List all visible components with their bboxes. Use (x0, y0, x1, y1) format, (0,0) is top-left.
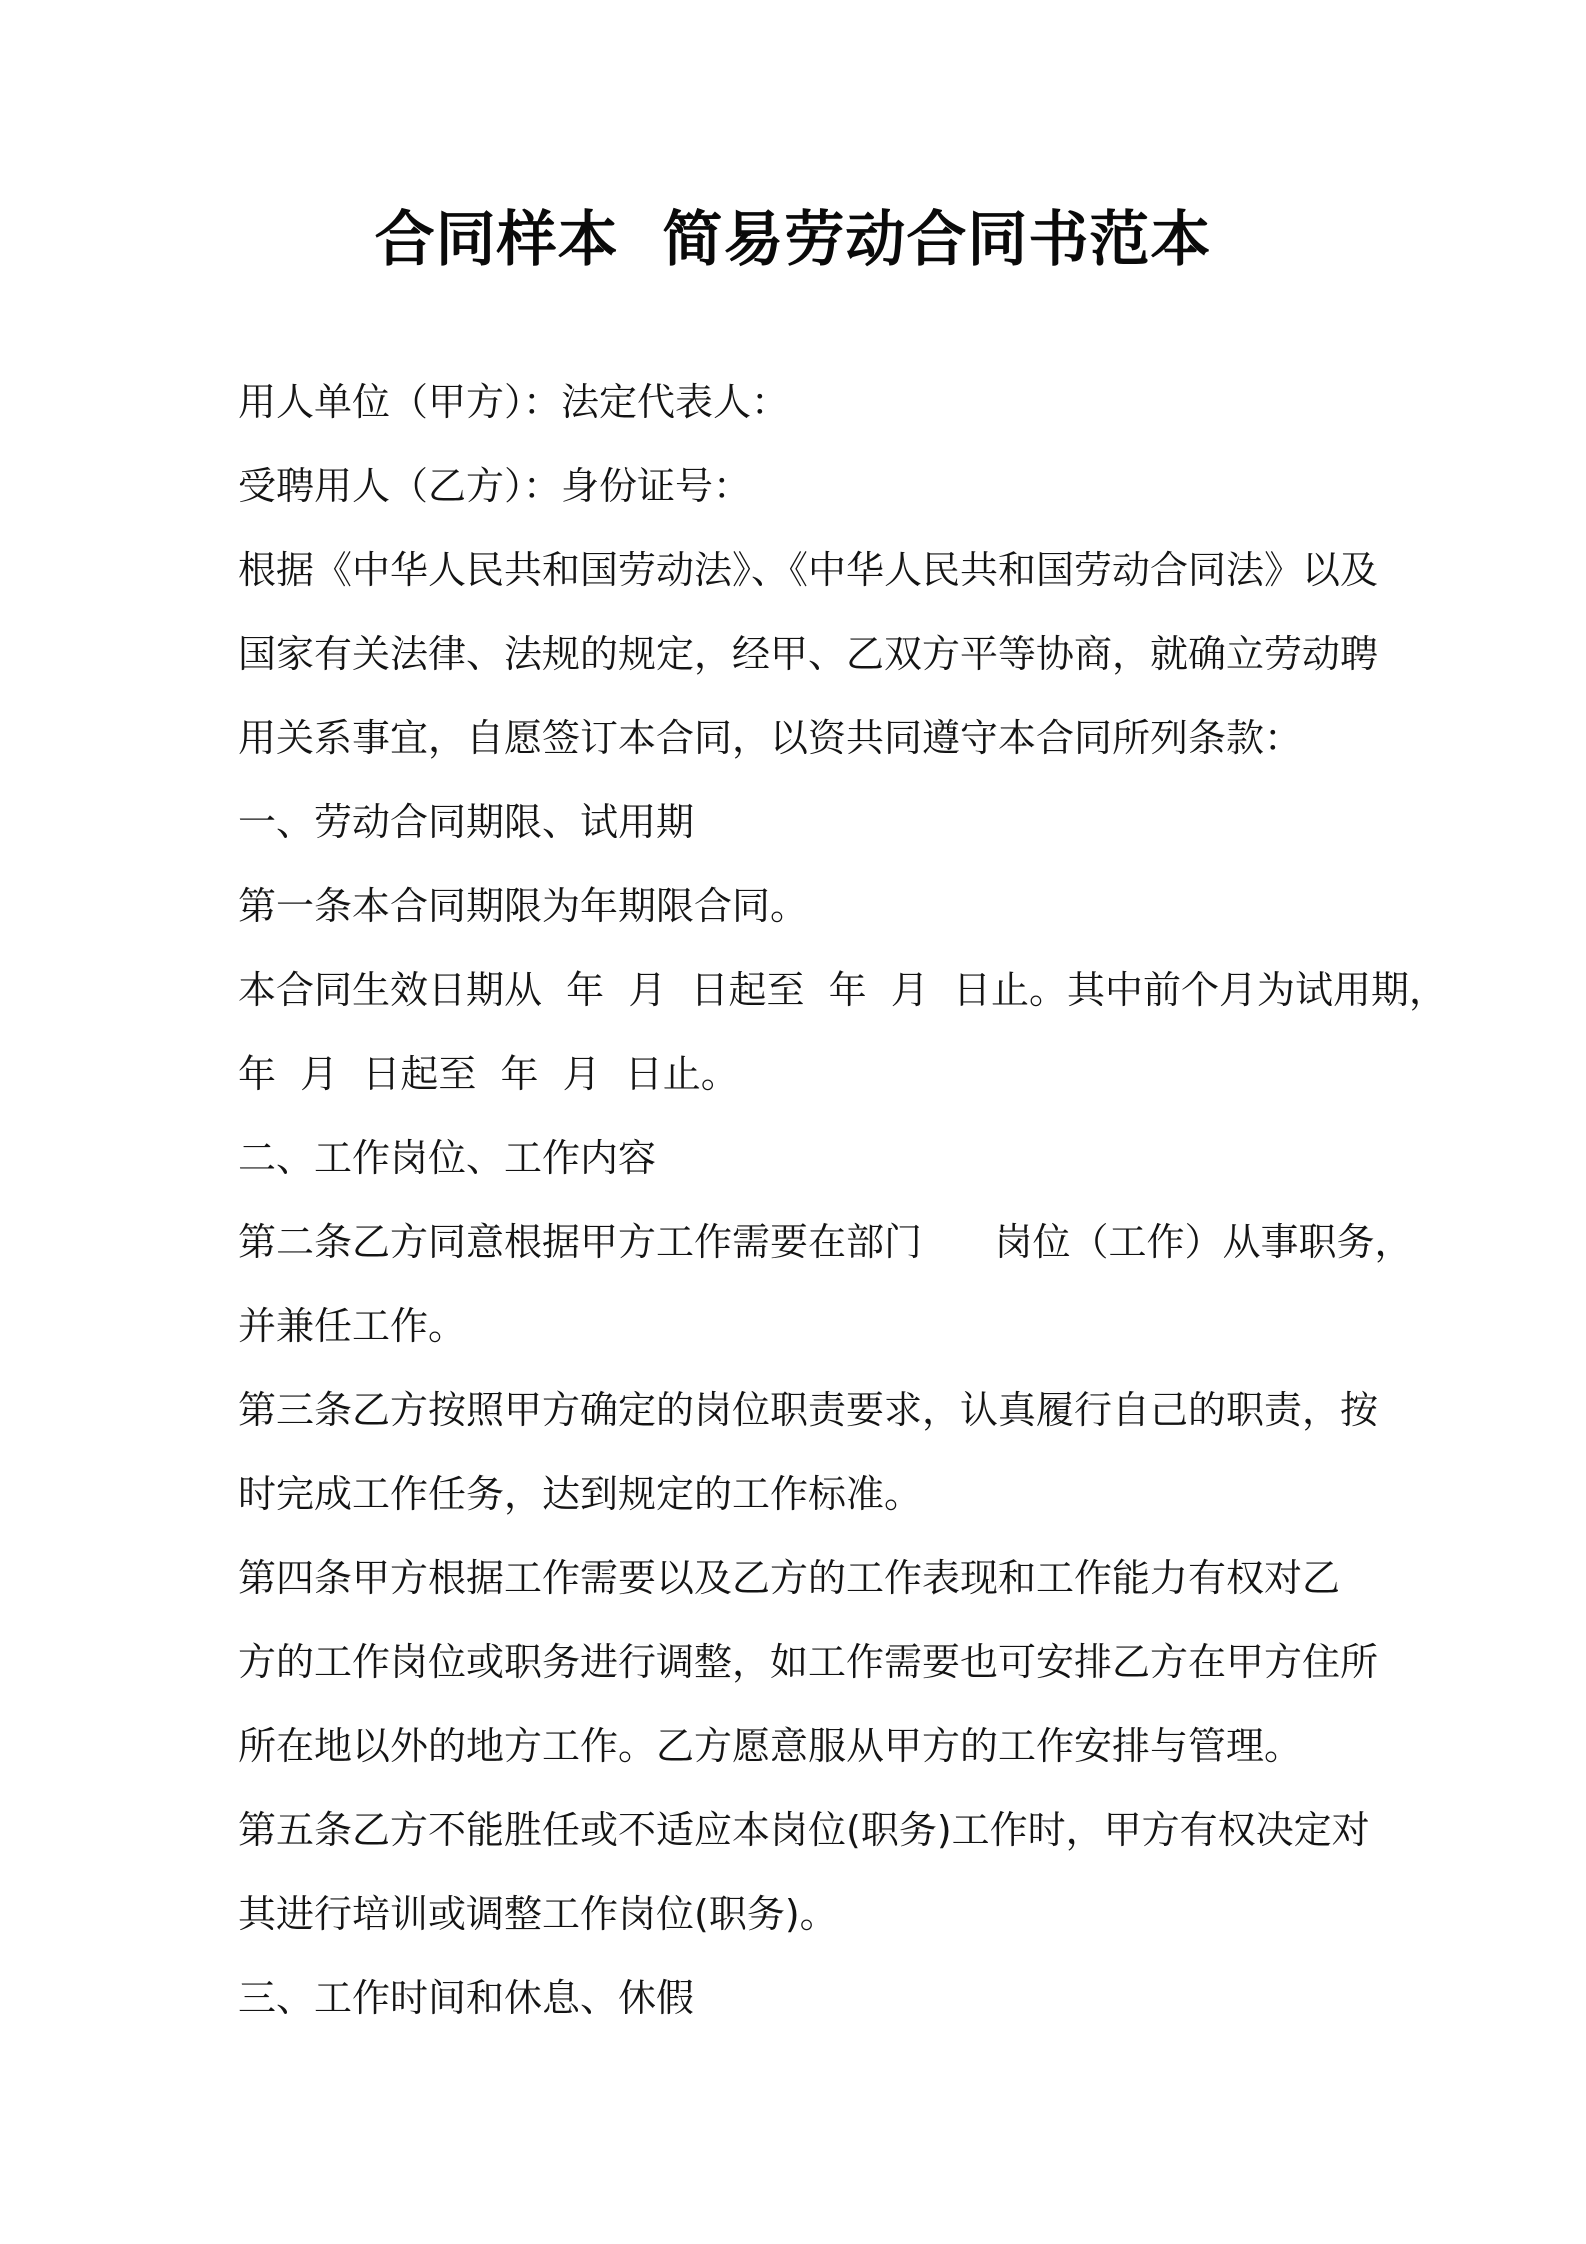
article-line: 方的工作岗位或职务进行调整，如工作需要也可安排乙方在甲方住所 (238, 1640, 1379, 1684)
article-line: 其进行培训或调整工作岗位(职务)。 (238, 1892, 838, 1936)
document-body (238, 360, 1447, 2040)
section-heading: 三、工作时间和休息、休假 (238, 1976, 695, 2020)
document-title: 合同样本 简易劳动合同书范本 (374, 205, 1212, 275)
article-line: 第五条乙方不能胜任或不适应本岗位(职务)工作时，甲方有权决定对 (238, 1808, 1370, 1852)
section-heading: 二、工作岗位、工作内容 (238, 1136, 657, 1180)
article-line: 第四条甲方根据工作需要以及乙方的工作表现和工作能力有权对乙 (238, 1556, 1341, 1600)
article-line: 并兼任工作。 (238, 1304, 467, 1348)
article-line: 本合同生效日期从 年 月 日起至 年 月 日止。其中前个月为试用期， (238, 968, 1447, 1012)
article-line: 第三条乙方按照甲方确定的岗位职责要求，认真履行自己的职责，按 (238, 1388, 1379, 1432)
preamble-line: 用关系事宜，自愿签订本合同，以资共同遵守本合同所列条款： (238, 716, 1303, 760)
preamble-line: 根据《中华人民共和国劳动法》、《中华人民共和国劳动合同法》以及 (238, 548, 1379, 592)
article-line: 所在地以外的地方工作。乙方愿意服从甲方的工作安排与管理。 (238, 1724, 1303, 1768)
article-line: 第一条本合同期限为年期限合同。 (238, 884, 809, 928)
section-heading: 一、劳动合同期限、试用期 (238, 800, 695, 844)
party-a-line: 用人单位（甲方）：法定代表人： (238, 380, 790, 424)
article-line: 时完成工作任务，达到规定的工作标准。 (238, 1472, 923, 1516)
article-line: 年 月 日起至 年 月 日止。 (238, 1052, 739, 1096)
preamble-line: 国家有关法律、法规的规定，经甲、乙双方平等协商，就确立劳动聘 (238, 632, 1379, 676)
party-b-line: 受聘用人（乙方）：身份证号： (238, 464, 752, 508)
article-line: 第二条乙方同意根据甲方工作需要在部门 岗位（工作）从事职务， (238, 1220, 1413, 1264)
